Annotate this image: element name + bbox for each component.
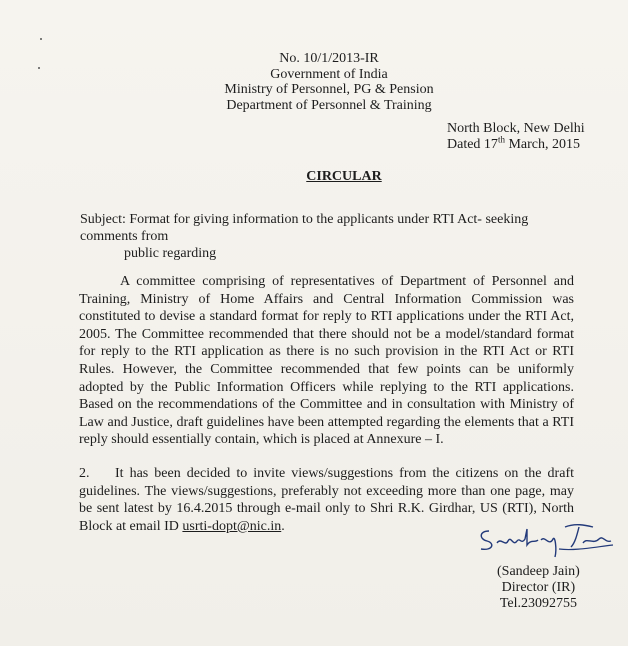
place-and-date: [447, 121, 585, 152]
date-line: Dated 17th March, 2015: [447, 133, 580, 152]
handwritten-signature: [475, 521, 615, 561]
email-link[interactable]: usrti-dopt@nic.in: [182, 518, 282, 534]
department-name: Department of Personnel & Training: [226, 97, 432, 113]
signatory-name: (Sandeep Jain): [497, 564, 580, 579]
subject-text: Subject: Format for giving information to the applicants under RTI Act- seeking comments from: [80, 212, 529, 244]
ministry-name: Ministry of Personnel, PG & Pension: [224, 82, 434, 97]
government-name: Government of India: [270, 66, 388, 82]
letter-header: [0, 51, 628, 113]
signature-block: [497, 564, 580, 612]
subject-line: [80, 211, 580, 262]
paragraph-2-text: It has been decided to invite views/suggestions from the citizens on the draft guidelines. The views/suggestions, preferably not exceeding more than one page, may be sent latest by 16.4.2015 through e-mail only to Shri R.K. Girdhar, US (RTI), North Block at email ID: [79, 466, 574, 534]
subject-continuation: public regarding: [124, 246, 217, 261]
signatory-designation: Director (IR): [501, 580, 576, 595]
circular-title: CIRCULAR: [306, 169, 382, 184]
location: North Block, New Delhi: [447, 121, 585, 136]
file-number: No. 10/1/2013-IR: [279, 51, 379, 66]
paragraph-1: A committee comprising of representatives of Department of Personnel and Training, Ministry of Home Affairs and Central Information Commission was constituted to devise a standard format for reply to RTI applications under the RTI Act, 2005. The Committee recommended that there should not be a model/standard format for reply to the RTI application as there is no such provision in the RTI Act or RTI Rules. However, the Committee recommended that few points can be uniformly adopted by the Public Information Officers while replying to the RTI applications. Based on the recommendations of the Committee and in consultation with Ministry of Law and Justice, draft guidelines have been attempted regarding the elements that a RTI reply should essentially contain, which is placed at Annexure – I.: [79, 274, 574, 448]
signatory-phone: Tel.23092755: [499, 596, 577, 611]
paragraph-number: 2.: [79, 466, 90, 481]
scan-speck: [40, 38, 42, 40]
paragraph-2: 2. It has been decided to invite views/suggestions from the citizens on the draft guidelines. The views/suggestions, preferably not exceeding more than one page, may be sent latest by 16.4.2015 through e-mail only to Shri R.K. Girdhar, US (RTI), North Block at email ID usrti-dopt@nic.in.: [79, 466, 574, 534]
